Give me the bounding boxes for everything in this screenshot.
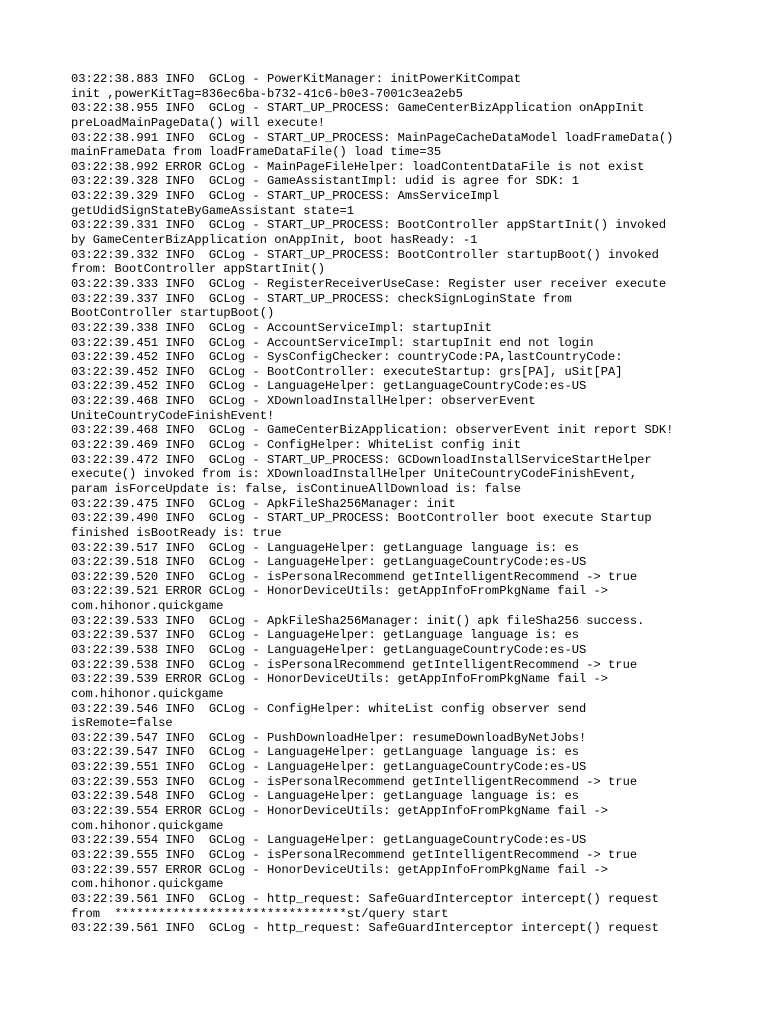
- log-line: com.hihonor.quickgame: [71, 686, 224, 701]
- log-line: preLoadMainPageData() will execute!: [71, 115, 326, 130]
- log-line: 03:22:39.472 INFO GCLog - START_UP_PROCESS: GCDownloadInstallServiceStartHelper: [71, 452, 652, 467]
- log-line: 03:22:39.328 INFO GCLog - GameAssistantImpl: udid is agree for SDK: 1: [71, 174, 580, 189]
- log-line: UniteCountryCodeFinishEvent!: [71, 408, 275, 423]
- log-line: 03:22:39.551 INFO GCLog - LanguageHelper: getLanguageCountryCode:es-US: [71, 760, 587, 775]
- log-line: 03:22:39.452 INFO GCLog - BootController: executeStartup: grs[PA], uSit[PA]: [71, 364, 623, 379]
- log-line: com.hihonor.quickgame: [71, 877, 224, 892]
- log-line: 03:22:39.539 ERROR GCLog - HonorDeviceUtils: getAppInfoFromPkgName fail ->: [71, 672, 609, 687]
- log-line: 03:22:39.329 INFO GCLog - START_UP_PROCESS: AmsServiceImpl: [71, 189, 500, 204]
- log-line: 03:22:38.992 ERROR GCLog - MainPageFileHelper: loadContentDataFile is not exist: [71, 159, 645, 174]
- log-line: 03:22:39.554 INFO GCLog - LanguageHelper: getLanguageCountryCode:es-US: [71, 833, 587, 848]
- log-line: 03:22:39.517 INFO GCLog - LanguageHelper: getLanguage language is: es: [71, 540, 580, 555]
- log-line: mainFrameData from loadFrameDataFile() load time=35: [71, 145, 442, 160]
- log-line: 03:22:39.331 INFO GCLog - START_UP_PROCESS: BootController appStartInit() invoked: [71, 218, 667, 233]
- log-line: init ,powerKitTag=836ec6ba-b732-41c6-b0e3-7001c3ea2eb5: [71, 86, 463, 101]
- log-line: 03:22:39.468 INFO GCLog - XDownloadInstallHelper: observerEvent: [71, 394, 536, 409]
- log-line: 03:22:39.546 INFO GCLog - ConfigHelper: whiteList config observer send: [71, 701, 587, 716]
- log-line: from: BootController appStartInit(): [71, 262, 326, 277]
- log-line: 03:22:39.518 INFO GCLog - LanguageHelper: getLanguageCountryCode:es-US: [71, 555, 587, 570]
- log-line: 03:22:39.333 INFO GCLog - RegisterReceiverUseCase: Register user receiver execute: [71, 276, 667, 291]
- log-line: getUdidSignStateByGameAssistant state=1: [71, 203, 355, 218]
- log-line: 03:22:39.561 INFO GCLog - http_request: SafeGuardInterceptor intercept() request: [71, 921, 659, 936]
- log-line: 03:22:39.332 INFO GCLog - START_UP_PROCESS: BootController startupBoot() invoked: [71, 247, 659, 262]
- log-line: 03:22:39.452 INFO GCLog - SysConfigChecker: countryCode:PA,lastCountryCode:: [71, 350, 623, 365]
- log-line: finished isBootReady is: true: [71, 525, 282, 540]
- log-line: param isForceUpdate is: false, isContinueAllDownload is: false: [71, 481, 521, 496]
- log-line: 03:22:39.538 INFO GCLog - LanguageHelper: getLanguageCountryCode:es-US: [71, 642, 587, 657]
- log-line: 03:22:39.338 INFO GCLog - AccountServiceImpl: startupInit: [71, 320, 492, 335]
- log-line: 03:22:39.557 ERROR GCLog - HonorDeviceUtils: getAppInfoFromPkgName fail ->: [71, 862, 609, 877]
- log-line: 03:22:39.451 INFO GCLog - AccountServiceImpl: startupInit end not login: [71, 335, 594, 350]
- log-line: 03:22:39.452 INFO GCLog - LanguageHelper: getLanguageCountryCode:es-US: [71, 379, 587, 394]
- log-line: 03:22:39.468 INFO GCLog - GameCenterBizApplication: observerEvent init report SDK!: [71, 423, 674, 438]
- log-line: 03:22:39.537 INFO GCLog - LanguageHelper: getLanguage language is: es: [71, 628, 580, 643]
- log-line: from ********************************st/query start: [71, 906, 449, 921]
- log-line: 03:22:39.547 INFO GCLog - PushDownloadHelper: resumeDownloadByNetJobs!: [71, 730, 587, 745]
- log-line: 03:22:39.490 INFO GCLog - START_UP_PROCESS: BootController boot execute Startup: [71, 511, 652, 526]
- log-line: 03:22:39.547 INFO GCLog - LanguageHelper: getLanguage language is: es: [71, 745, 580, 760]
- log-text-block: [71, 72, 711, 936]
- log-line: 03:22:39.553 INFO GCLog - isPersonalRecommend getIntelligentRecommend -> true: [71, 774, 638, 789]
- log-line: BootController startupBoot(): [71, 306, 275, 321]
- log-line: isRemote=false: [71, 716, 173, 731]
- log-line: 03:22:39.555 INFO GCLog - isPersonalRecommend getIntelligentRecommend -> true: [71, 847, 638, 862]
- log-line: 03:22:39.548 INFO GCLog - LanguageHelper: getLanguage language is: es: [71, 789, 580, 804]
- log-line: 03:22:39.337 INFO GCLog - START_UP_PROCESS: checkSignLoginState from: [71, 291, 572, 306]
- log-line: 03:22:38.991 INFO GCLog - START_UP_PROCESS: MainPageCacheDataModel loadFrameData(): [71, 130, 674, 145]
- log-line: com.hihonor.quickgame: [71, 599, 224, 614]
- log-line: by GameCenterBizApplication onAppInit, boot hasReady: -1: [71, 233, 478, 248]
- log-line: execute() invoked from is: XDownloadInstallHelper UniteCountryCodeFinishEvent,: [71, 467, 638, 482]
- log-line: 03:22:39.520 INFO GCLog - isPersonalRecommend getIntelligentRecommend -> true: [71, 569, 638, 584]
- log-line: 03:22:39.475 INFO GCLog - ApkFileSha256Manager: init: [71, 496, 456, 511]
- log-line: 03:22:38.955 INFO GCLog - START_UP_PROCESS: GameCenterBizApplication onAppInit: [71, 101, 645, 116]
- log-line: 03:22:39.538 INFO GCLog - isPersonalRecommend getIntelligentRecommend -> true: [71, 657, 638, 672]
- log-line: 03:22:38.883 INFO GCLog - PowerKitManager: initPowerKitCompat: [71, 72, 521, 86]
- log-line: 03:22:39.521 ERROR GCLog - HonorDeviceUtils: getAppInfoFromPkgName fail ->: [71, 584, 609, 599]
- log-line: 03:22:39.554 ERROR GCLog - HonorDeviceUtils: getAppInfoFromPkgName fail ->: [71, 804, 609, 819]
- log-line: 03:22:39.469 INFO GCLog - ConfigHelper: WhiteList config init: [71, 438, 521, 453]
- log-line: 03:22:39.561 INFO GCLog - http_request: SafeGuardInterceptor intercept() request: [71, 891, 659, 906]
- log-line: com.hihonor.quickgame: [71, 818, 224, 833]
- log-line: 03:22:39.533 INFO GCLog - ApkFileSha256Manager: init() apk fileSha256 success.: [71, 613, 645, 628]
